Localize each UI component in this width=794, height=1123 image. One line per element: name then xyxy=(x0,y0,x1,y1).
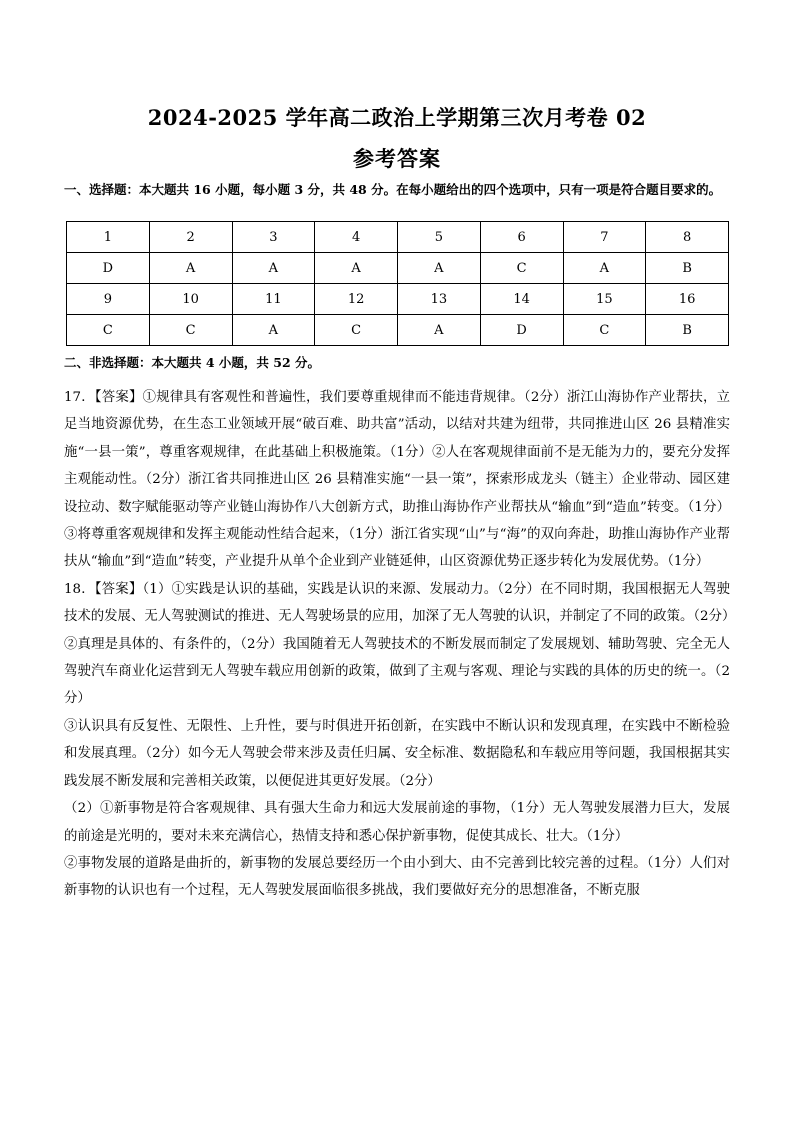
table-cell: 8 xyxy=(646,222,729,253)
table-cell: C xyxy=(315,315,398,346)
q18-p4: （2）①新事物是符合客观规律、具有强大生命力和远大发展前途的事物，（1分）无人驾驶发展潜力巨大，发展的前途是光明的，要对未来充满信心，热情支持和悉心保护新事物，促使其成长、壮大。（1分） xyxy=(64,801,730,844)
page-subtitle: 参考答案 xyxy=(353,146,441,171)
q17-label: 17．【答案】 xyxy=(64,390,143,405)
table-cell: 9 xyxy=(67,284,150,315)
table-cell: D xyxy=(67,253,150,284)
table-cell: C xyxy=(563,315,646,346)
q18-label: 18．【答案】 xyxy=(64,581,143,597)
answer-body xyxy=(64,384,736,905)
q18-p2: ②真理是具体的、有条件的，（2分）我国随着无人驾驶技术的不断发展而制定了发展规划、辅助驾驶、完全无人驾驶汽车商业化运营到无人驾驶车载应用创新的政策，做到了主观与客观、理论与实践的具体的历史的统一。（2分） xyxy=(64,636,730,707)
table-cell: A xyxy=(149,253,232,284)
q18-p1: （1）①实践是认识的基础，实践是认识的来源、发展动力。（2分）在不同时期，我国根据无人驾驶技术的发展、无人驾驶测试的推进、无人驾驶场景的应用，加深了无人驾驶的认识，并制定了不同的政策。（2分） xyxy=(64,581,736,625)
table-cell: A xyxy=(232,315,315,346)
table-cell: A xyxy=(563,253,646,284)
table-row xyxy=(67,315,729,346)
table-cell: C xyxy=(149,315,232,346)
table-cell: 5 xyxy=(398,222,481,253)
q18-p5: ②事物发展的道路是曲折的，新事物的发展总要经历一个由小到大、由不完善到比较完善的过程。（1分）人们对新事物的认识也有一个过程，无人驾驶发展面临很多挑战，我们要做好充分的思想准备，不断克服 xyxy=(64,855,730,899)
table-cell: C xyxy=(480,253,563,284)
table-cell: A xyxy=(398,253,481,284)
table-row xyxy=(67,253,729,284)
table-cell: 15 xyxy=(563,284,646,315)
table-cell: 4 xyxy=(315,222,398,253)
table-cell: C xyxy=(67,315,150,346)
table-cell: 13 xyxy=(398,284,481,315)
table-cell: 12 xyxy=(315,284,398,315)
page-title: 2024-2025 学年高二政治上学期第三次月考卷 02 xyxy=(147,105,647,130)
table-cell: A xyxy=(398,315,481,346)
section-2-heading: 二、非选择题：本大题共 4 小题，共 52 分。 xyxy=(64,355,321,370)
table-row xyxy=(67,284,729,315)
q17-text: ①规律具有客观性和普遍性，我们要尊重规律而不能违背规律。（2分）浙江山海协作产业帮扶，立足当地资源优势，在生态工业领域开展“破百难、助共富”活动，以结对共建为纽带，共同推进山区 26 县精准实施“一县一策”，尊重客观规律，在此基础上积极施策。（1分）②人在客观规律面前不是无能为力的，要充分发挥主观能动性。（2分）浙江省共同推进山区 26 县精准实施“一县一策”，探索形成龙头（链主）企业带动、园区建设拉动、数字赋能驱动等产业链山海协作八大创新方式，助推山海协作产业帮扶从“输血”到“造血”转变。（1分）③将尊重客观规律和发挥主观能动性结合起来，（1分）浙江省实现“山”与“海”的双向奔赴，助推山海协作产业帮扶从“输血”到“造血”转变，产业提升从单个企业到产业链延伸，山区资源优势正逐步转化为发展优势。（1分） xyxy=(64,390,730,570)
table-cell: 7 xyxy=(563,222,646,253)
table-cell: A xyxy=(232,253,315,284)
q18-p3: ③认识具有反复性、无限性、上升性，要与时俱进开拓创新，在实践中不断认识和发现真理，在实践中不断检验和发展真理。（2分）如今无人驾驶会带来涉及责任归属、安全标准、数据隐私和车载应用等问题，我国根据其实践发展不断发展和完善相关政策，以便促进其更好发展。（2分） xyxy=(64,718,730,789)
q17-answer xyxy=(64,384,730,576)
table-cell: 16 xyxy=(646,284,729,315)
table-cell: B xyxy=(646,315,729,346)
q18-answer-part1 xyxy=(64,576,736,631)
table-cell: 1 xyxy=(67,222,150,253)
table-cell: B xyxy=(646,253,729,284)
table-cell: D xyxy=(480,315,563,346)
table-cell: 11 xyxy=(232,284,315,315)
table-cell: 2 xyxy=(149,222,232,253)
table-row xyxy=(67,222,729,253)
section-1-heading: 一、选择题：本大题共 16 小题，每小题 3 分，共 48 分。在每小题给出的四个选项中，只有一项是符合题目要求的。 xyxy=(64,182,722,197)
table-cell: 6 xyxy=(480,222,563,253)
table-cell: 3 xyxy=(232,222,315,253)
answer-table xyxy=(66,221,729,346)
table-cell: 14 xyxy=(480,284,563,315)
table-cell: 10 xyxy=(149,284,232,315)
table-cell: A xyxy=(315,253,398,284)
